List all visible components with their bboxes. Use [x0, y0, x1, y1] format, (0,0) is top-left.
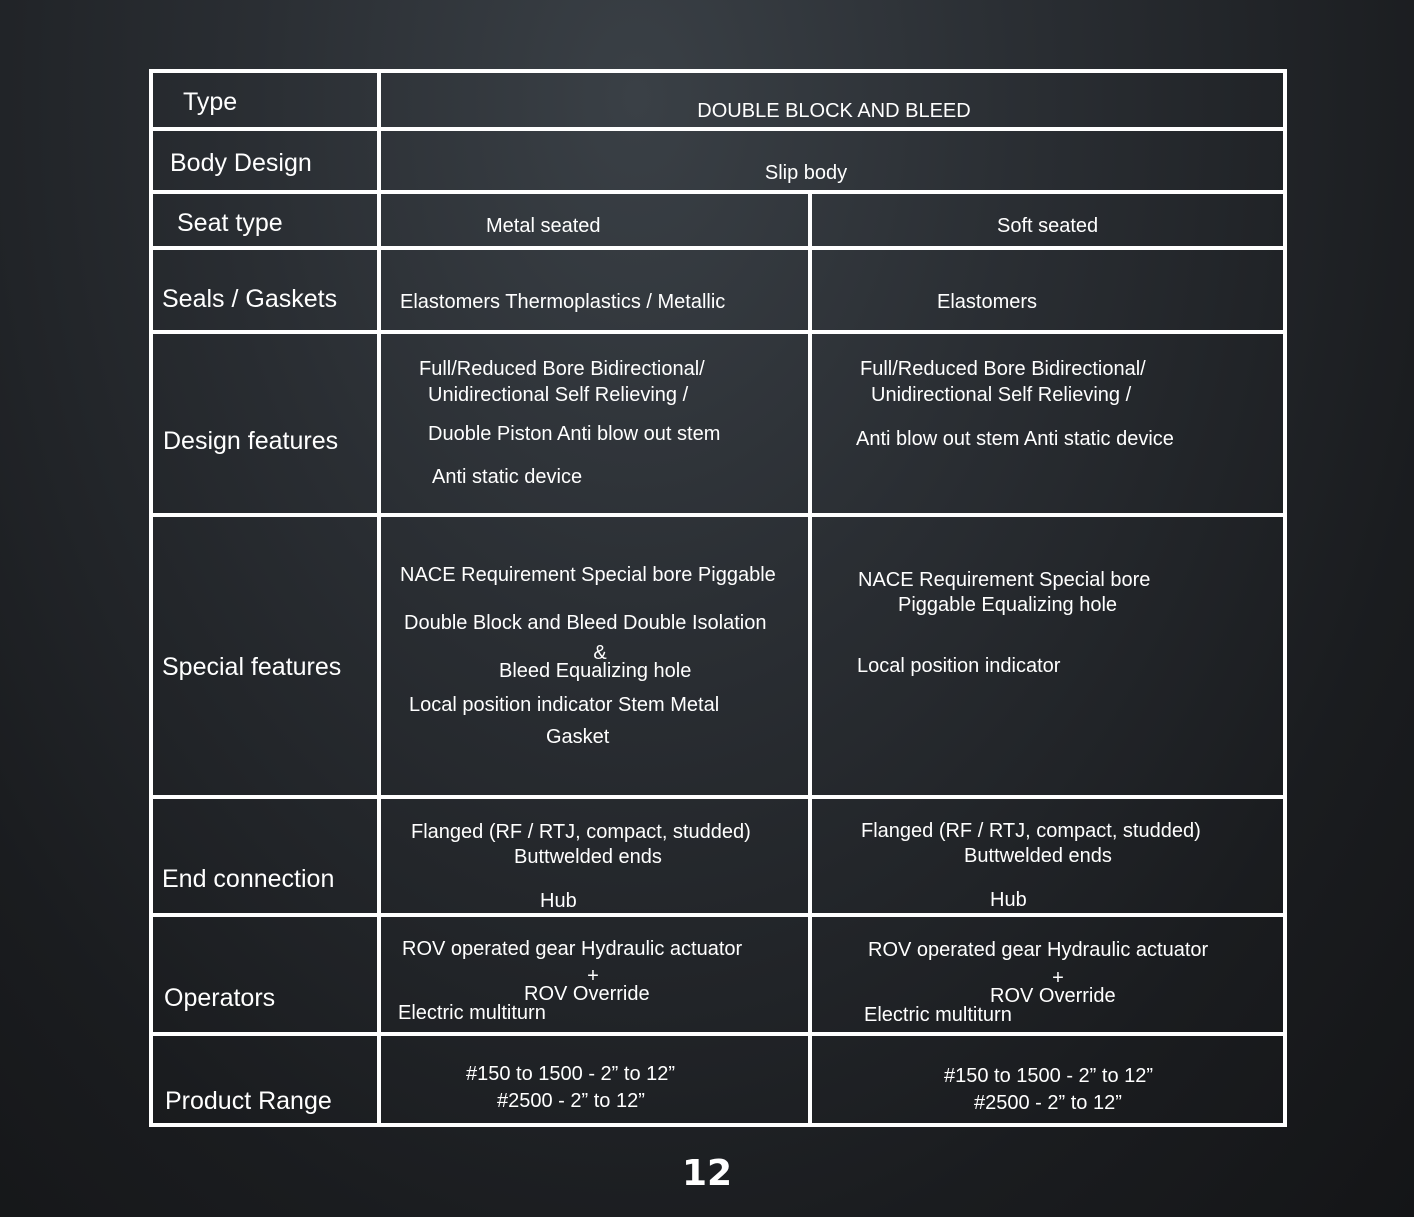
design-metal-line: Unidirectional Self Relieving / — [428, 384, 689, 406]
row-divider — [153, 246, 1283, 250]
operators-metal-line: ROV operated gear Hydraulic actuator — [402, 938, 743, 960]
row-divider — [153, 513, 1283, 517]
column-divider — [377, 73, 381, 1123]
row-label-body-design: Body Design — [170, 149, 312, 177]
operators-metal-line: Electric multiturn — [398, 1002, 546, 1024]
special-soft-line: Piggable Equalizing hole — [898, 594, 1118, 616]
operators-metal-line: + — [587, 965, 599, 987]
special-metal-line: NACE Requirement Special bore Piggable — [400, 564, 776, 586]
row-label-special-features: Special features — [162, 653, 342, 681]
design-soft-line: Full/Reduced Bore Bidirectional/ — [860, 358, 1146, 380]
operators-soft-line: Electric multiturn — [864, 1004, 1012, 1026]
seat-type-metal: Metal seated — [486, 215, 601, 237]
operators-soft-line: + — [1052, 967, 1064, 989]
special-soft-line: Local position indicator — [857, 655, 1061, 677]
row-label-type: Type — [183, 88, 238, 116]
seat-type-soft: Soft seated — [997, 215, 1099, 237]
spec-table — [149, 69, 1287, 1127]
row-divider — [153, 330, 1283, 334]
end-metal-line: Flanged (RF / RTJ, compact, studded) — [411, 821, 751, 843]
row-label-product-range: Product Range — [165, 1087, 332, 1115]
special-metal-line: & — [593, 642, 607, 664]
row-divider — [153, 190, 1283, 194]
special-metal-line: Local position indicator Stem Metal — [409, 694, 720, 716]
design-metal-line: Anti static device — [432, 466, 583, 488]
end-soft-line: Hub — [990, 889, 1027, 911]
row-label-seat-type: Seat type — [177, 209, 283, 237]
type-value: DOUBLE BLOCK AND BLEED — [697, 100, 971, 122]
design-metal-line: Duoble Piston Anti blow out stem — [428, 423, 721, 445]
design-soft-line: Unidirectional Self Relieving / — [871, 384, 1132, 406]
row-divider — [153, 795, 1283, 799]
row-label-seals: Seals / Gaskets — [162, 285, 338, 313]
row-label-end-connection: End connection — [162, 865, 335, 893]
range-metal-line: #150 to 1500 - 2” to 12” — [466, 1063, 676, 1085]
range-metal-line: #2500 - 2” to 12” — [497, 1090, 645, 1112]
end-soft-line: Buttwelded ends — [964, 845, 1112, 867]
design-soft-line: Anti blow out stem Anti static device — [856, 428, 1174, 450]
range-soft-line: #2500 - 2” to 12” — [974, 1092, 1122, 1114]
special-metal-line: Gasket — [546, 726, 610, 748]
seals-soft: Elastomers — [937, 291, 1038, 313]
end-metal-line: Buttwelded ends — [514, 846, 662, 868]
operators-soft-line: ROV operated gear Hydraulic actuator — [868, 939, 1209, 961]
design-metal-line: Full/Reduced Bore Bidirectional/ — [419, 358, 705, 380]
seals-metal: Elastomers Thermoplastics / Metallic — [400, 291, 726, 313]
row-divider — [153, 127, 1283, 131]
body-design-value: Slip body — [764, 162, 848, 184]
end-soft-line: Flanged (RF / RTJ, compact, studded) — [861, 820, 1201, 842]
row-divider — [153, 913, 1283, 917]
operators-metal-line: ROV Override — [524, 983, 650, 1005]
special-metal-line: Bleed Equalizing hole — [499, 660, 692, 682]
row-label-design-features: Design features — [163, 427, 339, 455]
page-number: 12 — [681, 1153, 733, 1194]
column-divider — [808, 192, 812, 1123]
operators-soft-line: ROV Override — [990, 985, 1116, 1007]
row-label-operators: Operators — [164, 984, 276, 1012]
end-metal-line: Hub — [540, 890, 577, 912]
row-divider — [153, 1032, 1283, 1036]
special-metal-line: Double Block and Bleed Double Isolation — [404, 612, 767, 634]
special-soft-line: NACE Requirement Special bore — [858, 569, 1151, 591]
range-soft-line: #150 to 1500 - 2” to 12” — [944, 1065, 1154, 1087]
